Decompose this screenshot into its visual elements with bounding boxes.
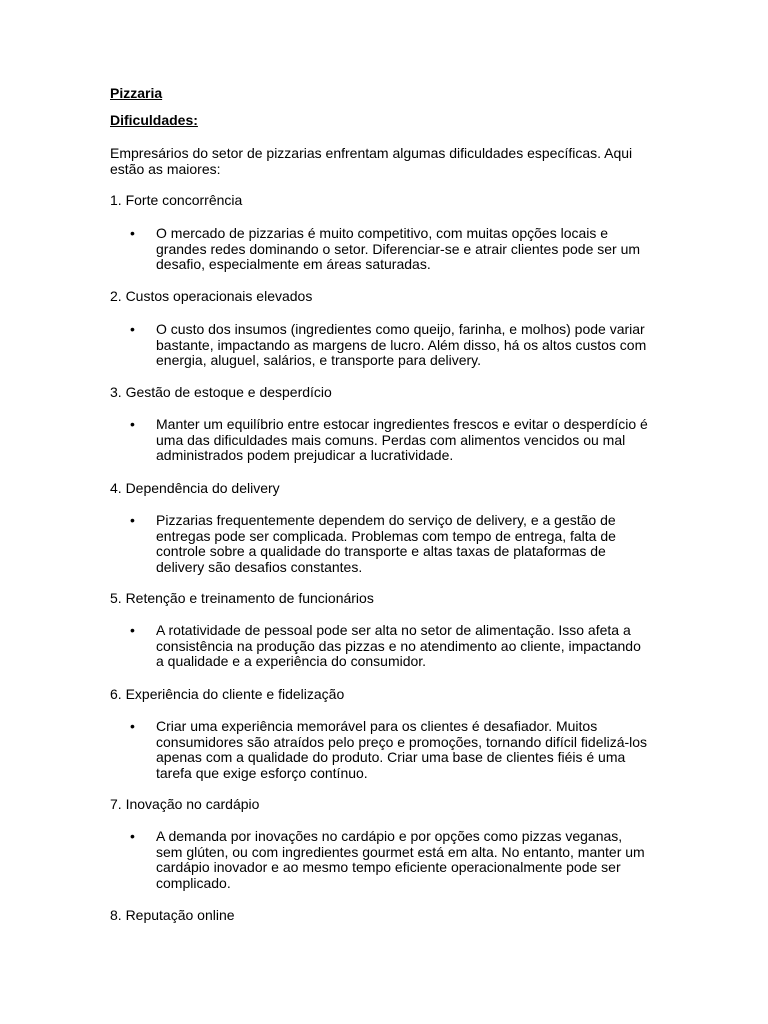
document-subtitle: Dificuldades: (110, 112, 198, 128)
bullet-line: bastante, impactando as margens de lucro. Além disso, há os altos custos com (156, 336, 647, 353)
bullet-icon: • (130, 622, 135, 638)
bullet-item (110, 513, 670, 575)
bullet-icon: • (130, 512, 135, 528)
bullet-line: grandes redes dominando o setor. Diferenciar-se e atrair clientes pode ser um (156, 240, 641, 257)
bullet-item (110, 829, 670, 891)
bullet-text (156, 829, 656, 891)
section-heading: 3. Gestão de estoque e desperdício (110, 384, 332, 400)
bullet-icon: • (130, 828, 135, 844)
bullet-text (156, 226, 656, 273)
bullet-line: consumidores são atraídos pelo preço e promoções, tornando difícil fidelizá-los (156, 733, 648, 750)
section-heading: 7. Inovação no cardápio (110, 796, 260, 812)
section-heading: 4. Dependência do delivery (110, 480, 280, 496)
bullet-icon: • (130, 321, 135, 337)
bullet-line: sem glúten, ou com ingredientes gourmet está em alta. No entanto, manter um (156, 843, 645, 860)
bullet-item (110, 226, 670, 273)
bullet-text (156, 417, 656, 464)
bullet-item (110, 322, 670, 369)
bullet-line: desafio, especialmente em áreas saturadas. (156, 256, 431, 273)
bullet-line: Criar uma experiência memorável para os clientes é desafiador. Muitos (156, 718, 598, 734)
section-heading: 2. Custos operacionais elevados (110, 288, 313, 304)
bullet-line: apenas com a qualidade do produto. Criar uma base de clientes fiéis é uma (156, 749, 626, 766)
bullet-text (156, 719, 656, 781)
bullet-line: tarefa que exige esforço contínuo. (156, 764, 368, 781)
bullet-line: cardápio inovador e ao mesmo tempo eficiente operacionalmente pode ser (156, 859, 621, 876)
section-heading: 8. Reputação online (110, 907, 235, 923)
bullet-icon: • (130, 718, 135, 734)
bullet-line: complicado. (156, 874, 231, 891)
bullet-line: controle sobre a qualidade do transporte e altas taxas de plataformas de (156, 543, 606, 560)
bullet-item (110, 417, 670, 464)
bullet-line: administrados podem prejudicar a lucratividade. (156, 447, 454, 464)
bullet-line: uma das dificuldades mais comuns. Perdas com alimentos vencidos ou mal (156, 431, 626, 448)
document-title: Pizzaria (110, 85, 163, 101)
bullet-line: a qualidade e a experiência do consumidor. (156, 653, 427, 670)
bullet-text (156, 623, 656, 670)
intro-line: estão as maiores: (110, 160, 221, 177)
intro-line: Empresários do setor de pizzarias enfrentam algumas dificuldades específicas. Aqui (110, 145, 633, 161)
bullet-icon: • (130, 416, 135, 432)
bullet-line: delivery são desafios constantes. (156, 558, 363, 575)
bullet-line: consistência na produção das pizzas e no atendimento ao cliente, impactando (156, 637, 641, 654)
bullet-text (156, 513, 656, 575)
bullet-line: entregas pode ser complicada. Problemas com tempo de entrega, falta de (156, 527, 616, 544)
bullet-line: Pizzarias frequentemente dependem do serviço de delivery, e a gestão de (156, 512, 616, 528)
section-heading: 5. Retenção e treinamento de funcionários (110, 590, 374, 606)
bullet-icon: • (130, 225, 135, 241)
bullet-item (110, 719, 670, 781)
bullet-line: energia, aluguel, salários, e transporte para delivery. (156, 352, 482, 369)
bullet-line: A demanda por inovações no cardápio e por opções como pizzas veganas, (156, 828, 623, 844)
bullet-item (110, 623, 670, 670)
section-heading: 6. Experiência do cliente e fidelização (110, 686, 345, 702)
bullet-line: O mercado de pizzarias é muito competitivo, com muitas opções locais e (156, 225, 609, 241)
section-heading: 1. Forte concorrência (110, 192, 243, 208)
bullet-text (156, 322, 656, 369)
bullet-line: Manter um equilíbrio entre estocar ingredientes frescos e evitar o desperdício é (156, 416, 648, 432)
bullet-line: A rotatividade de pessoal pode ser alta no setor de alimentação. Isso afeta a (156, 622, 631, 638)
bullet-line: O custo dos insumos (ingredientes como queijo, farinha, e molhos) pode variar (156, 321, 645, 337)
intro-paragraph (110, 146, 670, 177)
